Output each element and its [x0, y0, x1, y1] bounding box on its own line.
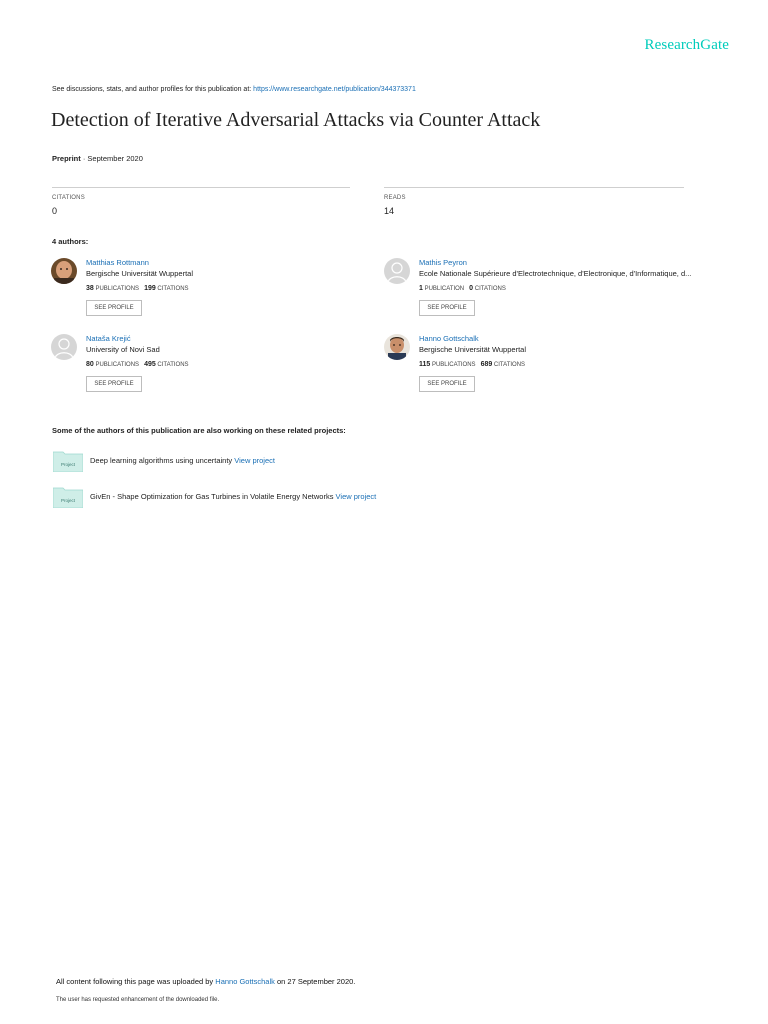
reads-label: READS	[384, 195, 406, 201]
author-card	[384, 258, 714, 328]
publication-label: PUBLICATIONS	[95, 362, 140, 368]
author-name-link[interactable]: Hanno Gottschalk	[419, 334, 479, 343]
author-affiliation: Bergische Universität Wuppertal	[419, 345, 526, 354]
publication-date: · September 2020	[80, 154, 143, 163]
project-item	[53, 450, 553, 474]
author-name-link[interactable]: Nataša Krejić	[86, 334, 131, 343]
reads-value: 14	[384, 206, 395, 216]
citations-label: CITATIONS	[52, 195, 85, 201]
footer-suffix: on 27 September 2020.	[274, 977, 356, 986]
project-title	[90, 456, 275, 465]
project-icon-label: Project	[60, 462, 76, 467]
uploader-link[interactable]: Hanno Gottschalk	[215, 977, 275, 986]
see-profile-button[interactable]: SEE PROFILE	[419, 300, 475, 316]
publication-label: PUBLICATIONS	[431, 362, 476, 368]
citation-count: 495	[144, 361, 156, 368]
citation-label: CITATIONS	[157, 362, 189, 368]
divider	[52, 187, 350, 188]
author-card	[51, 258, 381, 328]
citation-label: CITATIONS	[493, 362, 526, 368]
project-title	[90, 492, 376, 501]
project-folder-icon	[53, 486, 83, 508]
publication-count: 38	[86, 285, 94, 292]
project-title-text: Deep learning algorithms using uncertainty	[90, 456, 235, 465]
publication-count: 115	[419, 361, 431, 368]
avatar[interactable]	[51, 334, 77, 360]
discussion-line	[52, 86, 416, 93]
divider	[384, 187, 684, 188]
avatar[interactable]	[51, 258, 77, 284]
author-card	[384, 334, 714, 404]
citation-count: 689	[480, 361, 493, 368]
see-profile-button[interactable]: SEE PROFILE	[419, 376, 475, 392]
citation-label: CITATIONS	[474, 286, 506, 292]
footnote: The user has requested enhancement of the downloaded file.	[56, 997, 220, 1003]
researchgate-logo[interactable]: ResearchGate	[644, 37, 729, 53]
author-stats	[86, 285, 189, 292]
publication-type-date	[52, 154, 143, 163]
author-affiliation: Ecole Nationale Supérieure d'Electrotechnique, d'Electronique, d'Informatique, d...	[419, 269, 692, 278]
citation-label: CITATIONS	[157, 286, 189, 292]
author-stats	[419, 361, 525, 368]
page-title: Detection of Iterative Adversarial Attacks via Counter Attack	[51, 109, 541, 131]
publication-label: PUBLICATIONS	[95, 286, 140, 292]
project-folder-icon	[53, 450, 83, 472]
project-item	[53, 486, 553, 510]
author-affiliation: Bergische Universität Wuppertal	[86, 269, 193, 278]
author-affiliation: University of Novi Sad	[86, 345, 160, 354]
author-name-link[interactable]: Matthias Rottmann	[86, 258, 149, 267]
publication-type: Preprint	[52, 154, 81, 163]
author-card	[51, 334, 381, 404]
citation-count: 199	[144, 285, 156, 292]
see-profile-button[interactable]: SEE PROFILE	[86, 300, 142, 316]
view-project-link[interactable]: View project	[335, 492, 377, 501]
author-stats	[86, 361, 189, 368]
avatar[interactable]	[384, 258, 410, 284]
publication-count: 1	[419, 285, 423, 292]
citations-value: 0	[52, 206, 58, 216]
publication-count: 80	[86, 361, 94, 368]
project-icon-label: Project	[60, 498, 76, 503]
authors-header: 4 authors:	[52, 237, 89, 246]
citation-count: 0	[469, 285, 474, 292]
author-stats	[419, 285, 506, 292]
avatar[interactable]	[384, 334, 410, 360]
view-project-link[interactable]: View project	[234, 456, 275, 465]
publication-label: PUBLICATION	[424, 286, 465, 292]
discussion-text: See discussions, stats, and author profiles for this publication at:	[52, 86, 254, 93]
see-profile-button[interactable]: SEE PROFILE	[86, 376, 142, 392]
related-projects-header: Some of the authors of this publication are also working on these related projects:	[52, 426, 346, 435]
author-name-link[interactable]: Mathis Peyron	[419, 258, 467, 267]
footer-prefix: All content following this page was uploaded by	[56, 977, 216, 986]
publication-url-link[interactable]: https://www.researchgate.net/publication/344373371	[253, 86, 416, 93]
project-title-text: GivEn - Shape Optimization for Gas Turbines in Volatile Energy Networks	[90, 492, 336, 501]
upload-footer	[56, 977, 355, 986]
